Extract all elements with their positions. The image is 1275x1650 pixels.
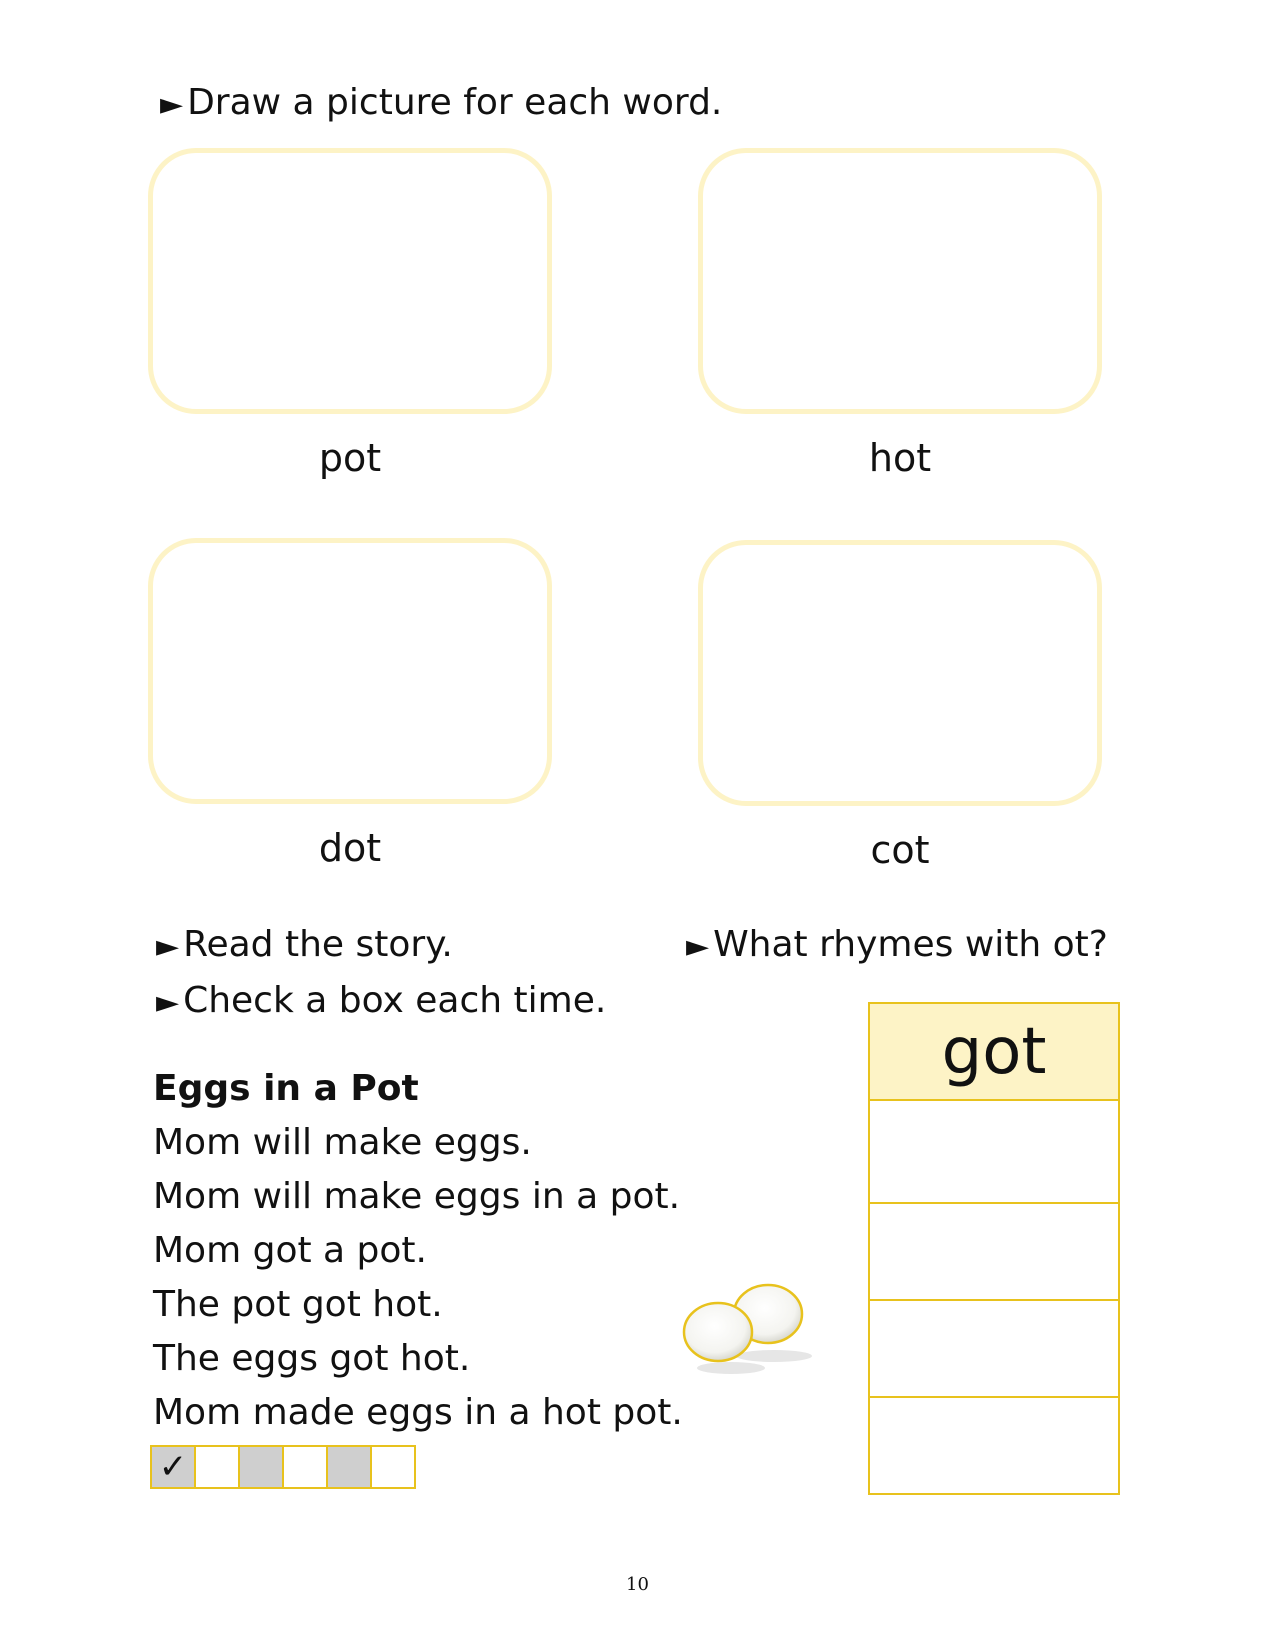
- reading-check-boxes: [150, 1445, 416, 1489]
- check-box-2[interactable]: [196, 1447, 240, 1487]
- rhyme-table: [868, 1002, 1120, 1495]
- word-label-hot: hot: [868, 436, 932, 480]
- check-instruction: [156, 980, 606, 1021]
- page-number: 10: [626, 1574, 649, 1595]
- story-line: Mom will make eggs in a pot.: [153, 1176, 681, 1217]
- story-line: The eggs got hot.: [153, 1338, 471, 1379]
- story-title: Eggs in a Pot: [153, 1068, 419, 1109]
- rhyme-instruction: [686, 924, 1108, 965]
- word-label-dot: dot: [318, 826, 382, 870]
- word-label-cot: cot: [870, 828, 930, 872]
- story-line: Mom got a pot.: [153, 1230, 427, 1271]
- rhyme-answer-row[interactable]: [870, 1101, 1118, 1204]
- rhyme-table-header: got: [870, 1004, 1118, 1101]
- read-instruction: [156, 924, 453, 965]
- check-box-1[interactable]: [152, 1447, 196, 1487]
- drawing-box-pot[interactable]: [148, 148, 552, 414]
- rhyme-answer-row[interactable]: [870, 1398, 1118, 1493]
- read-instruction-text: Read the story.: [183, 924, 453, 965]
- arrow-icon: ►: [686, 929, 710, 964]
- arrow-icon: ►: [156, 985, 180, 1020]
- arrow-icon: ►: [156, 929, 180, 964]
- drawing-box-hot[interactable]: [698, 148, 1102, 414]
- word-label-pot: pot: [318, 436, 382, 480]
- draw-instruction: [160, 82, 722, 123]
- check-mark-icon: ✓: [158, 1447, 188, 1487]
- check-box-5[interactable]: [328, 1447, 372, 1487]
- rhyme-answer-row[interactable]: [870, 1301, 1118, 1398]
- check-box-3[interactable]: [240, 1447, 284, 1487]
- story-line: Mom will make eggs.: [153, 1122, 532, 1163]
- draw-instruction-text: Draw a picture for each word.: [187, 82, 723, 123]
- check-instruction-text: Check a box each time.: [183, 980, 607, 1021]
- check-box-4[interactable]: [284, 1447, 328, 1487]
- story-line: The pot got hot.: [153, 1284, 443, 1325]
- drawing-box-dot[interactable]: [148, 538, 552, 804]
- story-line: Mom made eggs in a hot pot.: [153, 1392, 683, 1433]
- rhyme-instruction-text: What rhymes with ot?: [713, 924, 1108, 965]
- arrow-icon: ►: [160, 87, 184, 122]
- rhyme-answer-row[interactable]: [870, 1204, 1118, 1301]
- drawing-box-cot[interactable]: [698, 540, 1102, 806]
- eggs-icon: [676, 1276, 816, 1376]
- check-box-6[interactable]: [372, 1447, 414, 1487]
